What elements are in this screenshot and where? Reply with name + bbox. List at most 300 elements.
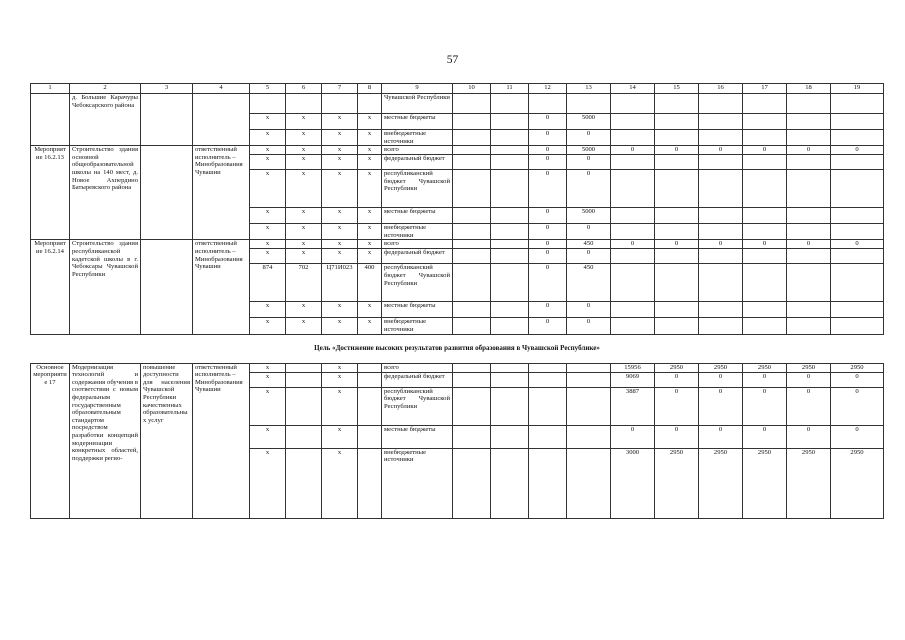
funding-source: местные бюджеты: [382, 425, 453, 448]
cell-c18: 0: [787, 146, 831, 155]
table-row: [31, 363, 884, 372]
cell-c13: 0: [567, 170, 611, 208]
cell-c6: х: [286, 155, 322, 170]
item-status: Мероприятие 16.2.14: [31, 240, 70, 334]
cell-c17: [743, 94, 787, 114]
cell-c14: 0: [611, 240, 655, 249]
cell-c12: [529, 448, 567, 518]
cell-c17: [743, 208, 787, 224]
cell-c13: [567, 448, 611, 518]
cell-c8: х: [358, 249, 382, 264]
cell-c6: [286, 425, 322, 448]
funding-source: всего: [382, 146, 453, 155]
cell-c11: [491, 372, 529, 387]
col-number: 18: [787, 84, 831, 94]
cell-c8: х: [358, 146, 382, 155]
cell-c13: [567, 372, 611, 387]
cell-c19: 2950: [831, 363, 884, 372]
item-target: [141, 240, 193, 334]
cell-c8: х: [358, 208, 382, 224]
cell-c16: [699, 318, 743, 334]
funding-source: федеральный бюджет: [382, 155, 453, 170]
cell-c17: 0: [743, 387, 787, 425]
cell-c11: [491, 318, 529, 334]
item-name: Строительство здания республиканской кадетской школы в г. Чебоксары Чувашской Республики: [70, 240, 141, 334]
cell-c12: 0: [529, 318, 567, 334]
funding-source: Чувашской Республики: [382, 94, 453, 114]
col-number: 14: [611, 84, 655, 94]
cell-c11: [491, 425, 529, 448]
cell-c16: [699, 130, 743, 146]
cell-c19: [831, 155, 884, 170]
cell-c12: [529, 94, 567, 114]
cell-c16: [699, 302, 743, 318]
cell-c17: [743, 264, 787, 302]
cell-c10: [453, 224, 491, 240]
item-executor: ответственный исполнитель – Минобразования Чувашии: [193, 363, 250, 518]
column-number-row: [31, 84, 884, 94]
cell-c5: х: [250, 155, 286, 170]
cell-c12: 0: [529, 240, 567, 249]
cell-c14: [611, 318, 655, 334]
cell-c11: [491, 240, 529, 249]
cell-c5: х: [250, 363, 286, 372]
funding-source: внебюджетные источники: [382, 224, 453, 240]
cell-c5: х: [250, 448, 286, 518]
cell-c10: [453, 170, 491, 208]
cell-c15: 2950: [655, 448, 699, 518]
cell-c8: х: [358, 130, 382, 146]
cell-c15: [655, 114, 699, 130]
cell-c13: 450: [567, 240, 611, 249]
cell-c16: 0: [699, 372, 743, 387]
block-event-16-2-13: [31, 146, 884, 240]
cell-c11: [491, 249, 529, 264]
cell-c10: [453, 208, 491, 224]
cell-c8: 400: [358, 264, 382, 302]
cell-c7: х: [322, 448, 358, 518]
cell-c5: х: [250, 249, 286, 264]
item-status: Мероприятие 16.2.13: [31, 146, 70, 240]
cell-c6: х: [286, 130, 322, 146]
cell-c18: [787, 208, 831, 224]
cell-c19: 2950: [831, 448, 884, 518]
col-number: 13: [567, 84, 611, 94]
cell-c10: [453, 114, 491, 130]
funding-source: внебюджетные источники: [382, 318, 453, 334]
cell-c11: [491, 94, 529, 114]
cell-c18: [787, 264, 831, 302]
funding-source: республиканский бюджет Чувашской Республики: [382, 170, 453, 208]
cell-c11: [491, 155, 529, 170]
col-number: 15: [655, 84, 699, 94]
col-number: 7: [322, 84, 358, 94]
cell-c11: [491, 363, 529, 372]
item-status: [31, 94, 70, 146]
cell-c11: [491, 146, 529, 155]
cell-c15: [655, 170, 699, 208]
cell-c17: [743, 224, 787, 240]
cell-c6: х: [286, 114, 322, 130]
funding-source: местные бюджеты: [382, 302, 453, 318]
cell-c15: [655, 318, 699, 334]
cell-c17: 0: [743, 372, 787, 387]
page-number: 57: [446, 54, 459, 66]
cell-c12: 0: [529, 249, 567, 264]
item-name: Строительство здания основной общеобразовательной школы на 140 мест, д. Новое Ахпердино Батыревского района: [70, 146, 141, 240]
cell-c5: х: [250, 240, 286, 249]
cell-c13: 0: [567, 249, 611, 264]
col-number: 10: [453, 84, 491, 94]
cell-c10: [453, 425, 491, 448]
cell-c12: 0: [529, 146, 567, 155]
cell-c13: 5000: [567, 208, 611, 224]
cell-c12: 0: [529, 114, 567, 130]
cell-c10: [453, 372, 491, 387]
cell-c17: [743, 130, 787, 146]
cell-c19: [831, 302, 884, 318]
table-row: [31, 146, 884, 155]
cell-c7: [322, 94, 358, 114]
cell-c10: [453, 318, 491, 334]
cell-c6: х: [286, 224, 322, 240]
cell-c7: х: [322, 249, 358, 264]
cell-c13: [567, 94, 611, 114]
cell-c8: [358, 94, 382, 114]
cell-c17: 2950: [743, 448, 787, 518]
cell-c16: [699, 94, 743, 114]
cell-c17: 0: [743, 146, 787, 155]
cell-c19: [831, 114, 884, 130]
cell-c6: [286, 94, 322, 114]
cell-c11: [491, 302, 529, 318]
cell-c15: 0: [655, 387, 699, 425]
cell-c14: [611, 94, 655, 114]
cell-c16: 0: [699, 425, 743, 448]
cell-c5: х: [250, 302, 286, 318]
item-name: Модернизация технологий и содержания обучения в соответствии с новым федеральным государственным образовательным стандартом посредством разработки концепций модернизации конкретных областей, поддержки регио-: [70, 363, 141, 518]
cell-c6: х: [286, 208, 322, 224]
cell-c10: [453, 302, 491, 318]
cell-c12: [529, 425, 567, 448]
cell-c11: [491, 387, 529, 425]
col-number: 4: [193, 84, 250, 94]
cell-c13: [567, 387, 611, 425]
funding-source: внебюджетные источники: [382, 130, 453, 146]
cell-c8: х: [358, 155, 382, 170]
cell-c13: [567, 425, 611, 448]
cell-c19: 0: [831, 372, 884, 387]
cell-c18: 0: [787, 387, 831, 425]
cell-c15: 0: [655, 240, 699, 249]
block-event-16-2-14: [31, 240, 884, 334]
cell-c12: 0: [529, 302, 567, 318]
cell-c15: 0: [655, 146, 699, 155]
cell-c6: х: [286, 240, 322, 249]
cell-c18: [787, 114, 831, 130]
cell-c15: 0: [655, 425, 699, 448]
cell-c19: 0: [831, 146, 884, 155]
cell-c5: х: [250, 318, 286, 334]
col-number: 12: [529, 84, 567, 94]
item-name: д. Большие Карачуры Чебоксарского района: [70, 94, 141, 146]
cell-c14: [611, 264, 655, 302]
cell-c12: [529, 372, 567, 387]
cell-c13: 0: [567, 318, 611, 334]
cell-c6: [286, 363, 322, 372]
cell-c12: 0: [529, 208, 567, 224]
cell-c12: 0: [529, 264, 567, 302]
cell-c6: х: [286, 318, 322, 334]
cell-c6: 702: [286, 264, 322, 302]
item-status: Основное мероприятие 17: [31, 363, 70, 518]
cell-c17: 0: [743, 240, 787, 249]
cell-c15: [655, 130, 699, 146]
cell-c7: х: [322, 170, 358, 208]
cell-c10: [453, 155, 491, 170]
cell-c5: х: [250, 170, 286, 208]
block-main-event-17: [31, 363, 884, 518]
goal-row: [31, 334, 884, 363]
cell-c12: 0: [529, 224, 567, 240]
cell-c15: [655, 302, 699, 318]
col-number: 2: [70, 84, 141, 94]
cell-c7: х: [322, 155, 358, 170]
cell-c8: х: [358, 318, 382, 334]
cell-c17: [743, 318, 787, 334]
cell-c14: [611, 114, 655, 130]
cell-c10: [453, 448, 491, 518]
cell-c15: [655, 155, 699, 170]
cell-c14: 3000: [611, 448, 655, 518]
cell-c19: 0: [831, 387, 884, 425]
block-continuation: [31, 94, 884, 146]
table-row: [31, 240, 884, 249]
cell-c8: [358, 372, 382, 387]
cell-c16: [699, 170, 743, 208]
cell-c12: 0: [529, 170, 567, 208]
cell-c14: [611, 170, 655, 208]
funding-source: местные бюджеты: [382, 208, 453, 224]
cell-c10: [453, 130, 491, 146]
cell-c14: 15956: [611, 363, 655, 372]
cell-c14: [611, 130, 655, 146]
cell-c5: х: [250, 372, 286, 387]
cell-c7: х: [322, 240, 358, 249]
cell-c18: [787, 224, 831, 240]
cell-c15: 0: [655, 372, 699, 387]
cell-c5: [250, 94, 286, 114]
cell-c7: х: [322, 208, 358, 224]
cell-c5: х: [250, 208, 286, 224]
cell-c17: 2950: [743, 363, 787, 372]
cell-c10: [453, 264, 491, 302]
cell-c14: [611, 155, 655, 170]
col-number: 1: [31, 84, 70, 94]
cell-c7: х: [322, 425, 358, 448]
cell-c7: х: [322, 363, 358, 372]
cell-c13: 0: [567, 130, 611, 146]
item-executor: ответственный исполнитель – Минобразования Чувашии: [193, 240, 250, 334]
funding-source: федеральный бюджет: [382, 372, 453, 387]
goal-title: Цель «Достижение высоких результатов развития образования в Чувашской Республике»: [31, 334, 884, 363]
cell-c17: [743, 170, 787, 208]
cell-c10: [453, 146, 491, 155]
cell-c11: [491, 170, 529, 208]
cell-c7: х: [322, 318, 358, 334]
item-target: повышение доступности для населения Чувашской Республики качественных образовательных услуг: [141, 363, 193, 518]
cell-c18: [787, 94, 831, 114]
cell-c12: 0: [529, 155, 567, 170]
cell-c13: 0: [567, 302, 611, 318]
funding-source: федеральный бюджет: [382, 249, 453, 264]
cell-c7: х: [322, 224, 358, 240]
cell-c6: х: [286, 170, 322, 208]
cell-c19: [831, 264, 884, 302]
cell-c14: 0: [611, 425, 655, 448]
cell-c15: [655, 208, 699, 224]
cell-c18: 2950: [787, 363, 831, 372]
cell-c10: [453, 387, 491, 425]
cell-c5: х: [250, 425, 286, 448]
cell-c7: х: [322, 302, 358, 318]
cell-c13: [567, 363, 611, 372]
col-number: 17: [743, 84, 787, 94]
cell-c19: [831, 130, 884, 146]
cell-c15: 2950: [655, 363, 699, 372]
cell-c16: 2950: [699, 448, 743, 518]
cell-c19: [831, 249, 884, 264]
col-number: 9: [382, 84, 453, 94]
cell-c19: [831, 224, 884, 240]
col-number: 8: [358, 84, 382, 94]
funding-source: всего: [382, 240, 453, 249]
cell-c13: 5000: [567, 114, 611, 130]
cell-c15: [655, 94, 699, 114]
funding-source: республиканский бюджет Чувашской Республики: [382, 264, 453, 302]
cell-c10: [453, 249, 491, 264]
funding-source: внебюджетные источники: [382, 448, 453, 518]
cell-c18: [787, 318, 831, 334]
cell-c16: 0: [699, 240, 743, 249]
cell-c18: 0: [787, 240, 831, 249]
cell-c6: х: [286, 146, 322, 155]
cell-c14: [611, 224, 655, 240]
cell-c15: [655, 224, 699, 240]
funding-source: республиканский бюджет Чувашской Республики: [382, 387, 453, 425]
cell-c16: [699, 208, 743, 224]
cell-c10: [453, 94, 491, 114]
cell-c16: [699, 264, 743, 302]
cell-c5: х: [250, 114, 286, 130]
cell-c13: 0: [567, 155, 611, 170]
item-target: [141, 94, 193, 146]
cell-c8: [358, 363, 382, 372]
cell-c17: [743, 302, 787, 318]
cell-c11: [491, 264, 529, 302]
cell-c14: 3887: [611, 387, 655, 425]
cell-c13: 5000: [567, 146, 611, 155]
cell-c8: х: [358, 224, 382, 240]
cell-c7: Ц71И023: [322, 264, 358, 302]
table-row: [31, 94, 884, 114]
cell-c15: [655, 249, 699, 264]
cell-c11: [491, 448, 529, 518]
cell-c8: х: [358, 114, 382, 130]
cell-c14: [611, 208, 655, 224]
cell-c17: [743, 249, 787, 264]
cell-c17: 0: [743, 425, 787, 448]
cell-c19: [831, 170, 884, 208]
cell-c8: [358, 425, 382, 448]
cell-c7: х: [322, 372, 358, 387]
cell-c18: 2950: [787, 448, 831, 518]
cell-c8: х: [358, 170, 382, 208]
cell-c16: 2950: [699, 363, 743, 372]
cell-c11: [491, 130, 529, 146]
cell-c8: х: [358, 240, 382, 249]
item-executor: [193, 94, 250, 146]
cell-c6: [286, 448, 322, 518]
cell-c19: [831, 318, 884, 334]
col-number: 3: [141, 84, 193, 94]
cell-c16: 0: [699, 146, 743, 155]
cell-c11: [491, 224, 529, 240]
cell-c15: [655, 264, 699, 302]
cell-c6: [286, 387, 322, 425]
cell-c12: 0: [529, 130, 567, 146]
cell-c16: [699, 224, 743, 240]
cell-c18: 0: [787, 425, 831, 448]
cell-c8: [358, 387, 382, 425]
cell-c7: х: [322, 387, 358, 425]
cell-c18: [787, 155, 831, 170]
col-number: 16: [699, 84, 743, 94]
cell-c7: х: [322, 130, 358, 146]
cell-c16: [699, 114, 743, 130]
cell-c5: х: [250, 146, 286, 155]
cell-c5: 874: [250, 264, 286, 302]
cell-c5: х: [250, 387, 286, 425]
col-number: 5: [250, 84, 286, 94]
funding-source: местные бюджеты: [382, 114, 453, 130]
cell-c6: х: [286, 302, 322, 318]
cell-c6: [286, 372, 322, 387]
cell-c13: 450: [567, 264, 611, 302]
cell-c17: [743, 155, 787, 170]
col-number: 6: [286, 84, 322, 94]
col-number: 11: [491, 84, 529, 94]
cell-c19: [831, 208, 884, 224]
cell-c14: [611, 249, 655, 264]
cell-c16: [699, 249, 743, 264]
cell-c8: [358, 448, 382, 518]
cell-c12: [529, 363, 567, 372]
cell-c8: х: [358, 302, 382, 318]
cell-c7: х: [322, 146, 358, 155]
cell-c18: [787, 170, 831, 208]
cell-c17: [743, 114, 787, 130]
cell-c5: х: [250, 224, 286, 240]
cell-c18: [787, 130, 831, 146]
cell-c19: 0: [831, 425, 884, 448]
cell-c11: [491, 114, 529, 130]
cell-c7: х: [322, 114, 358, 130]
cell-c10: [453, 363, 491, 372]
cell-c14: [611, 302, 655, 318]
cell-c10: [453, 240, 491, 249]
cell-c14: 9069: [611, 372, 655, 387]
